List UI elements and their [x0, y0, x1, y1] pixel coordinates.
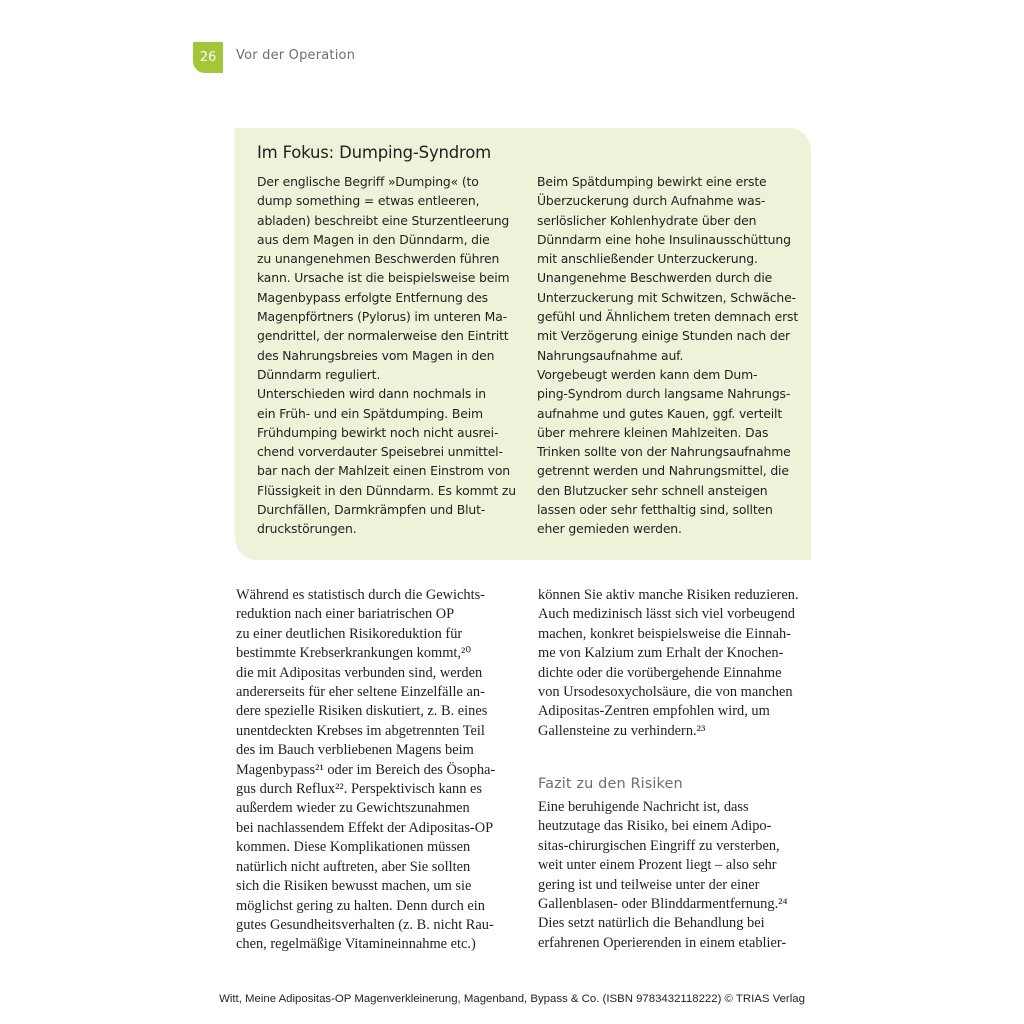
text-line: Dünndarm eine hohe Insulinausschüttung	[537, 231, 791, 247]
text-line: abladen) beschreibt eine Sturzentleerung	[257, 212, 510, 228]
text-line: Gallensteine zu verhindern.²³	[538, 722, 706, 739]
text-line: mit anschließender Unterzuckerung.	[537, 251, 758, 267]
text-line: aus dem Magen in den Dünndarm, die	[257, 231, 490, 247]
text-line: serlöslicher Kohlenhydrate über den	[537, 212, 757, 228]
text-line: mit Verzögerung einige Stunden nach der	[537, 328, 790, 344]
text-line: Adipositas-Zentren empfohlen wird, um	[538, 703, 770, 720]
text-line: erfahrenen Operierenden in einem etablier-	[538, 934, 787, 951]
text-line: Flüssigkeit in den Dünndarm. Es kommt zu	[257, 482, 516, 498]
text-line: gefühl und Ähnlichem treten demnach erst	[537, 309, 799, 325]
text-line: Eine beruhigende Nachricht ist, dass	[538, 799, 749, 815]
footer-citation: Witt, Meine Adipositas-OP Magenverkleinerung, Magenband, Bypass & Co. (ISBN 9783432118222) © TRIAS Verlag	[219, 993, 805, 1005]
text-line: natürlich nicht auftreten, aber Sie sollten	[236, 858, 471, 875]
text-line: den Blutzucker sehr schnell ansteigen	[537, 482, 768, 498]
text-line: chend vorverdauter Speisebrei unmittel-	[257, 444, 503, 460]
text-line: Vorgebeugt werden kann dem Dum-	[537, 366, 758, 382]
text-line: Magenbypass erfolgte Entfernung des	[257, 289, 488, 305]
text-line: Durchfällen, Darmkrämpfen und Blut-	[257, 502, 486, 518]
text-line: ping-Syndrom durch langsame Nahrungs-	[537, 386, 791, 402]
text-line: Trinken sollte von der Nahrungsaufnahme	[537, 444, 791, 460]
text-line: lassen oder sehr fetthaltig sind, sollten	[537, 502, 773, 518]
text-line: über mehrere kleinen Mahlzeiten. Das	[537, 424, 769, 440]
text-line: kommen. Diese Komplikationen müssen	[236, 839, 471, 856]
text-line: können Sie aktiv manche Risiken reduzieren.	[538, 587, 799, 603]
text-line: eher gemieden werden.	[537, 521, 682, 537]
text-line: Magenpförtners (Pylorus) im unteren Ma-	[257, 309, 507, 325]
text-line: Gallenblasen- oder Blinddarmentfernung.²⁴	[538, 896, 788, 913]
text-line: gering ist und teilweise unter der einer	[538, 876, 760, 893]
text-line: die mit Adipositas verbunden sind, werden	[236, 664, 483, 681]
focus-box-right-column	[537, 172, 798, 539]
body-left-column	[236, 586, 495, 955]
text-line: unentdeckten Krebses im abgetrennten Teil	[236, 722, 485, 739]
text-line: Dünndarm reguliert.	[257, 366, 381, 382]
text-line: Unangenehme Beschwerden durch die	[537, 270, 773, 286]
text-line: Während es statistisch durch die Gewichts-	[236, 587, 485, 603]
text-line: Unterzuckerung mit Schwitzen, Schwäche-	[537, 289, 796, 305]
body-right-column-continued	[538, 798, 788, 953]
text-line: Nahrungsaufnahme auf.	[537, 347, 684, 363]
text-line: kann. Ursache ist die beispielsweise beim	[257, 270, 510, 286]
text-line: me von Kalzium zum Erhalt der Knochen-	[538, 645, 784, 662]
text-line: sitas-chirurgischen Eingriff zu versterben,	[538, 837, 780, 854]
text-line: ein Früh- und ein Spätdumping. Beim	[257, 405, 483, 421]
text-line: Beim Spätdumping bewirkt eine erste	[537, 174, 767, 189]
text-line: Der englische Begriff »Dumping« (to	[257, 174, 479, 189]
text-line: chen, regelmäßige Vitamineinnahme etc.)	[236, 936, 476, 953]
running-head: Vor der Operation	[236, 48, 356, 63]
text-line: Dies setzt natürlich die Behandlung bei	[538, 915, 765, 932]
text-line: andererseits für eher seltene Einzelfälle an-	[236, 684, 485, 701]
text-line: bei nachlassendem Effekt der Adipositas-OP	[236, 819, 494, 836]
body-right-column	[538, 586, 799, 741]
text-line: Unterschieden wird dann nochmals in	[257, 386, 486, 402]
text-line: druckstörungen.	[257, 521, 357, 537]
text-line: Überzuckerung durch Aufnahme was-	[537, 193, 766, 209]
text-line: machen, konkret beispielsweise die Einnah-	[538, 625, 791, 642]
section-subheading: Fazit zu den Risiken	[538, 776, 683, 792]
text-line: getrennt werden und Nahrungsmittel, die	[537, 463, 789, 479]
text-line: aufnahme und gutes Kauen, ggf. verteilt	[537, 405, 783, 421]
text-line: gus durch Reflux²². Perspektivisch kann es	[236, 781, 483, 798]
focus-box-title: Im Fokus: Dumping-Syndrom	[257, 143, 492, 162]
focus-box-left-column	[257, 172, 516, 539]
text-line: von Ursodesoxycholsäure, die von manchen	[538, 684, 793, 701]
text-line: bestimmte Krebserkrankungen kommt,²⁰	[236, 645, 472, 662]
text-line: des im Bauch verbliebenen Magens beim	[236, 742, 474, 759]
text-line: gutes Gesundheitsverhalten (z. B. nicht Rau-	[236, 916, 494, 933]
text-line: weit unter einem Prozent liegt – also sehr	[538, 857, 777, 874]
text-line: zu einer deutlichen Risikoreduktion für	[236, 625, 463, 642]
text-line: heutzutage das Risiko, bei einem Adipo-	[538, 818, 772, 835]
text-line: Frühdumping bewirkt noch nicht ausrei-	[257, 424, 499, 440]
text-line: dump something = etwas entleeren,	[257, 193, 480, 209]
text-line: bar nach der Mahlzeit einen Einstrom von	[257, 463, 510, 479]
text-line: reduktion nach einer bariatrischen OP	[236, 606, 455, 623]
text-line: außerdem wieder zu Gewichtszunahmen	[236, 800, 470, 817]
text-line: dere spezielle Risiken diskutiert, z. B. eines	[236, 703, 488, 720]
text-line: dichte oder die vorübergehende Einnahme	[538, 664, 782, 681]
page-number-badge: 26	[193, 42, 223, 73]
text-line: möglichst gering zu halten. Denn durch ein	[236, 897, 485, 914]
text-line: Auch medizinisch lässt sich viel vorbeugend	[538, 606, 795, 623]
text-line: zu unangenehmen Beschwerden führen	[257, 251, 500, 267]
text-line: gendrittel, der normalerweise den Eintritt	[257, 328, 509, 344]
text-line: Magenbypass²¹ oder im Bereich des Ösopha-	[236, 761, 496, 778]
text-line: des Nahrungsbreies vom Magen in den	[257, 347, 495, 363]
text-line: sich die Risiken bewusst machen, um sie	[236, 878, 472, 895]
